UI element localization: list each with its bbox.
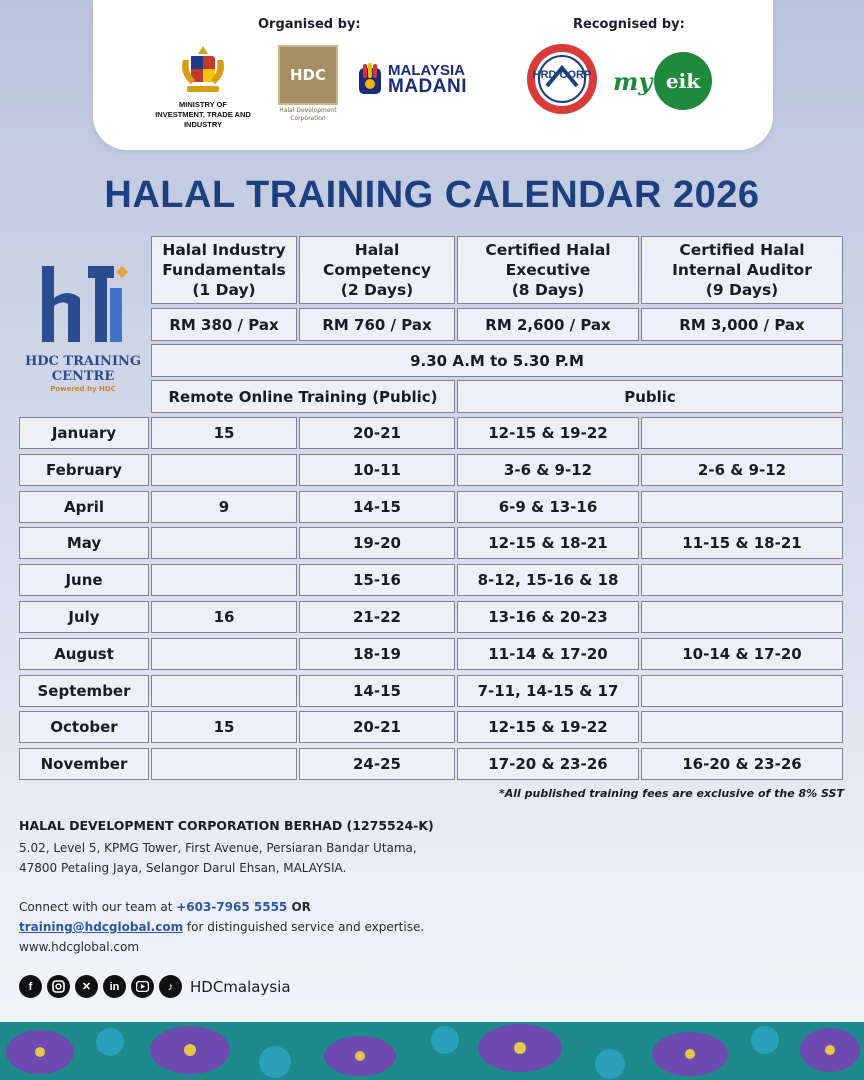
x-icon[interactable]: ✕ bbox=[75, 975, 98, 998]
sst-footnote: *All published training fees are exclusive of the 8% SST bbox=[498, 787, 844, 800]
date-cell: 8-12, 15-16 & 18 bbox=[457, 564, 639, 596]
month-cell: February bbox=[19, 454, 149, 486]
date-cell: 11-15 & 18-21 bbox=[641, 527, 843, 559]
htc-name-line1: HDC TRAINING bbox=[24, 354, 142, 369]
month-cell: April bbox=[19, 491, 149, 523]
date-cell: 10-11 bbox=[299, 454, 455, 486]
date-cell bbox=[151, 527, 297, 559]
date-cell bbox=[641, 491, 843, 523]
linkedin-icon[interactable]: in bbox=[103, 975, 126, 998]
month-cell: July bbox=[19, 601, 149, 633]
malaysia-madani-logo bbox=[357, 62, 467, 96]
connect-prefix: Connect with our team at bbox=[19, 900, 177, 914]
date-cell bbox=[151, 454, 297, 486]
date-cell bbox=[641, 711, 843, 743]
mode-public: Public bbox=[457, 380, 843, 413]
myeik-mark-text: eik bbox=[666, 69, 701, 93]
hdc-logo-subtitle: Halal Development Corporation bbox=[279, 107, 337, 122]
date-cell bbox=[641, 564, 843, 596]
date-cell: 16-20 & 23-26 bbox=[641, 748, 843, 780]
month-cell: September bbox=[19, 675, 149, 707]
company-address bbox=[19, 838, 417, 878]
phone-link[interactable]: +603-7965 5555 bbox=[176, 900, 288, 914]
contact-line2 bbox=[19, 917, 424, 937]
date-cell: 11-14 & 17-20 bbox=[457, 638, 639, 670]
hti-logo-icon bbox=[34, 262, 132, 346]
htc-powered-by: Powered by HDC bbox=[50, 385, 116, 393]
website-link[interactable]: www.hdcglobal.com bbox=[19, 940, 140, 954]
month-cell: May bbox=[19, 527, 149, 559]
madani-hand-icon bbox=[357, 62, 383, 96]
myeik-prefix: my bbox=[613, 66, 653, 96]
date-cell: 14-15 bbox=[299, 675, 455, 707]
course-header: Halal Competency (2 Days) bbox=[299, 236, 455, 304]
madani-line1: MALAYSIA bbox=[388, 62, 465, 79]
address-line2: 47800 Petaling Jaya, Selangor Darul Ehsan, MALAYSIA. bbox=[19, 861, 347, 875]
social-handle: HDCmalaysia bbox=[190, 977, 291, 996]
social-links bbox=[19, 975, 291, 998]
course-price: RM 2,600 / Pax bbox=[457, 308, 639, 341]
month-cell: October bbox=[19, 711, 149, 743]
contact-line1 bbox=[19, 897, 424, 917]
page-title: HALAL TRAINING CALENDAR 2026 bbox=[104, 174, 760, 216]
date-cell: 13-16 & 20-23 bbox=[457, 601, 639, 633]
instagram-icon[interactable] bbox=[47, 975, 70, 998]
recognised-by-label: Recognised by: bbox=[573, 17, 685, 32]
date-cell: 10-14 & 17-20 bbox=[641, 638, 843, 670]
date-cell: 7-11, 14-15 & 17 bbox=[457, 675, 639, 707]
madani-line2: MADANI bbox=[388, 76, 467, 97]
date-cell bbox=[151, 564, 297, 596]
date-cell: 12-15 & 19-22 bbox=[457, 417, 639, 449]
date-cell bbox=[151, 748, 297, 780]
date-cell: 14-15 bbox=[299, 491, 455, 523]
date-cell bbox=[641, 417, 843, 449]
date-cell: 12-15 & 19-22 bbox=[457, 711, 639, 743]
address-line1: 5.02, Level 5, KPMG Tower, First Avenue, Persiaran Bandar Utama, bbox=[19, 841, 417, 855]
htc-name-line2: CENTRE bbox=[51, 369, 115, 384]
hdc-training-centre-logo bbox=[20, 262, 146, 393]
date-cell bbox=[151, 638, 297, 670]
hrd-corp-badge-icon bbox=[525, 42, 599, 116]
company-name: HALAL DEVELOPMENT CORPORATION BERHAD (1275524-K) bbox=[19, 818, 434, 833]
date-cell: 15-16 bbox=[299, 564, 455, 596]
training-hours: 9.30 A.M to 5.30 P.M bbox=[151, 344, 843, 377]
date-cell: 2-6 & 9-12 bbox=[641, 454, 843, 486]
date-cell: 16 bbox=[151, 601, 297, 633]
date-cell: 3-6 & 9-12 bbox=[457, 454, 639, 486]
ministry-line1: MINISTRY OF bbox=[179, 100, 227, 109]
email-suffix: for distinguished service and expertise. bbox=[183, 920, 425, 934]
hrd-core-text: HRD CORP bbox=[532, 69, 592, 81]
month-cell: June bbox=[19, 564, 149, 596]
month-cell: November bbox=[19, 748, 149, 780]
date-cell: 15 bbox=[151, 711, 297, 743]
course-header: Certified Halal Internal Auditor (9 Days) bbox=[641, 236, 843, 304]
ministry-line2: INVESTMENT, TRADE AND INDUSTRY bbox=[155, 110, 251, 129]
course-price: RM 760 / Pax bbox=[299, 308, 455, 341]
date-cell: 19-20 bbox=[299, 527, 455, 559]
facebook-icon[interactable]: f bbox=[19, 975, 42, 998]
course-price: RM 3,000 / Pax bbox=[641, 308, 843, 341]
ministry-logo bbox=[138, 42, 268, 130]
month-cell: January bbox=[19, 417, 149, 449]
date-cell: 6-9 & 13-16 bbox=[457, 491, 639, 523]
myeik-logo bbox=[613, 50, 714, 112]
contact-block bbox=[19, 897, 424, 957]
date-cell: 15 bbox=[151, 417, 297, 449]
date-cell: 24-25 bbox=[299, 748, 455, 780]
date-cell: 12-15 & 18-21 bbox=[457, 527, 639, 559]
date-cell bbox=[151, 675, 297, 707]
header-card bbox=[93, 0, 773, 150]
mode-remote-online: Remote Online Training (Public) bbox=[151, 380, 455, 413]
or-text: OR bbox=[287, 900, 311, 914]
organised-by-label: Organised by: bbox=[258, 17, 361, 32]
coat-of-arms-icon bbox=[175, 42, 231, 98]
course-header: Certified Halal Executive (8 Days) bbox=[457, 236, 639, 304]
hdc-logo bbox=[276, 45, 340, 123]
month-cell: August bbox=[19, 638, 149, 670]
date-cell: 20-21 bbox=[299, 417, 455, 449]
date-cell: 17-20 & 23-26 bbox=[457, 748, 639, 780]
date-cell: 20-21 bbox=[299, 711, 455, 743]
hrd-corp-logo bbox=[525, 42, 599, 120]
date-cell: 18-19 bbox=[299, 638, 455, 670]
date-cell: 21-22 bbox=[299, 601, 455, 633]
course-price: RM 380 / Pax bbox=[151, 308, 297, 341]
course-header: Halal Industry Fundamentals (1 Day) bbox=[151, 236, 297, 304]
youtube-icon[interactable] bbox=[131, 975, 154, 998]
date-cell bbox=[641, 601, 843, 633]
hdc-logo-mark: HDC bbox=[278, 45, 338, 105]
tiktok-icon[interactable]: ♪ bbox=[159, 975, 182, 998]
myeik-mark-icon bbox=[652, 50, 714, 112]
email-link[interactable]: training@hdcglobal.com bbox=[19, 920, 184, 934]
batik-pattern-strip bbox=[0, 1022, 864, 1080]
date-cell bbox=[641, 675, 843, 707]
date-cell: 9 bbox=[151, 491, 297, 523]
